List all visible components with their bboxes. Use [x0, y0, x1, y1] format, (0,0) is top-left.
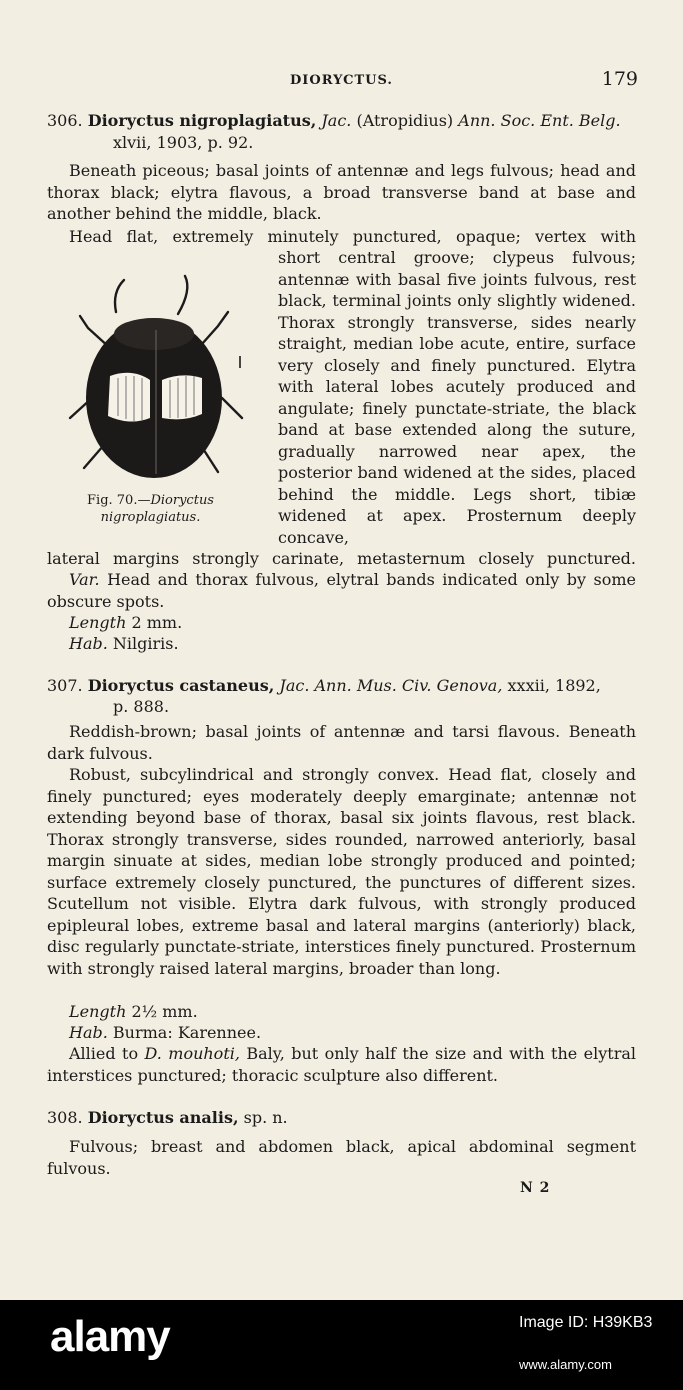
entry-306-variety: Var. Head and thorax fulvous, elytral bands indicated only by some obscure spots. — [47, 570, 637, 611]
alamy-logo: alamy — [50, 1312, 170, 1361]
beetle-antenna-left — [115, 280, 124, 312]
watermark-url: www.alamy.com — [519, 1357, 612, 1372]
figure-caption: Fig. 70.—Dioryctus nigroplagiatus. — [87, 493, 214, 525]
image-id: Image ID: H39KB3 — [519, 1314, 653, 1331]
entry-306-habitat: Hab. Nilgiris. — [69, 634, 179, 653]
beetle-antenna-right — [178, 276, 187, 314]
entry-307-reference-cont: p. 888. — [113, 697, 170, 716]
running-head: DIORYCTUS. — [290, 73, 393, 88]
entry-306-heading — [47, 110, 647, 132]
entry-306-paragraph-1: Beneath piceous; basal joints of antennæ and legs fulvous; head and thorax black; elytra flavous, a broad transverse band at base and another behind the middle, black. — [47, 161, 636, 223]
subgenus-note: (Atropidius) — [356, 111, 454, 130]
entry-308-heading: 308. Dioryctus analis, sp. n. — [47, 1108, 288, 1127]
stock-watermark-bar — [0, 1300, 683, 1390]
entry-number: 306. — [47, 111, 83, 130]
entry-306-desc-line-1: Head flat, extremely minutely punctured, opaque; vertex with — [69, 227, 636, 246]
species-name: Dioryctus nigroplagiatus, — [87, 111, 317, 130]
entry-307-habitat: Hab. Burma: Karennee. — [69, 1023, 262, 1042]
author: Jac. — [321, 111, 352, 130]
beetle-illustration — [50, 268, 250, 488]
entry-306-description-wrapped: short central groove; clypeus fulvous; antennæ with basal five joints fulvous, rest black, terminal joints only slightly widened. Thorax strongly transverse, sides nearly straight, median lobe acute, entire, surface very closely and finely punctured. Elytra with lateral lobes acutely produced and angulate; finely punctate-striate, the black band at base extended along the suture, gradually narrowed near apex, the posterior band widened at the sides, placed behind the middle. Legs short, tibiæ widened at apex. Prosternum deeply concave, — [278, 248, 636, 547]
signature-mark: N 2 — [520, 1180, 551, 1196]
entry-306-desc-last: lateral margins strongly carinate, metasternum closely punctured. — [47, 549, 636, 568]
entry-306-length: Length 2 mm. — [69, 613, 183, 632]
reference: Ann. Soc. Ent. Belg. — [458, 111, 621, 130]
elytral-pale-patch-left — [108, 373, 150, 422]
entry-308-paragraph-1: Fulvous; breast and abdomen black, apical abdominal segment fulvous. — [47, 1137, 636, 1178]
entry-307-length: Length 2½ mm. — [69, 1002, 198, 1021]
entry-307-paragraph-1: Reddish-brown; basal joints of antennæ and tarsi flavous. Beneath dark fulvous. — [47, 722, 636, 763]
entry-307-paragraph-2: Robust, subcylindrical and strongly convex. Head flat, closely and finely punctured; eyes moderately deeply emarginate; antennæ not extending beyond base of thorax, basal six joints flavous, rest black. Thorax strongly transverse, sides rounded, narrowed anteriorly, basal margin sinuate at sides, median lobe strongly produced and pointed; surface extremely closely punctured, the punctures of different sizes. Scutellum not visible. Elytra dark fulvous, with strongly produced epipleural lobes, extreme basal and lateral margins (anteriorly) black, disc regularly punctate-striate, interstices finely punctured. Prosternum with strongly raised lateral margins, broader than long. — [47, 765, 636, 978]
entry-307-heading: 307. Dioryctus castaneus, Jac. Ann. Mus. Civ. Genova, xxxii, 1892, — [47, 676, 601, 695]
entry-307-allied: Allied to D. mouhoti, Baly, but only half the size and with the elytral interstices punctured; thoracic sculpture also different. — [47, 1044, 637, 1085]
entry-306-reference-cont: xlvii, 1903, p. 92. — [113, 133, 254, 152]
elytral-pale-patch-right — [162, 375, 202, 419]
page-number: 179 — [601, 68, 638, 90]
